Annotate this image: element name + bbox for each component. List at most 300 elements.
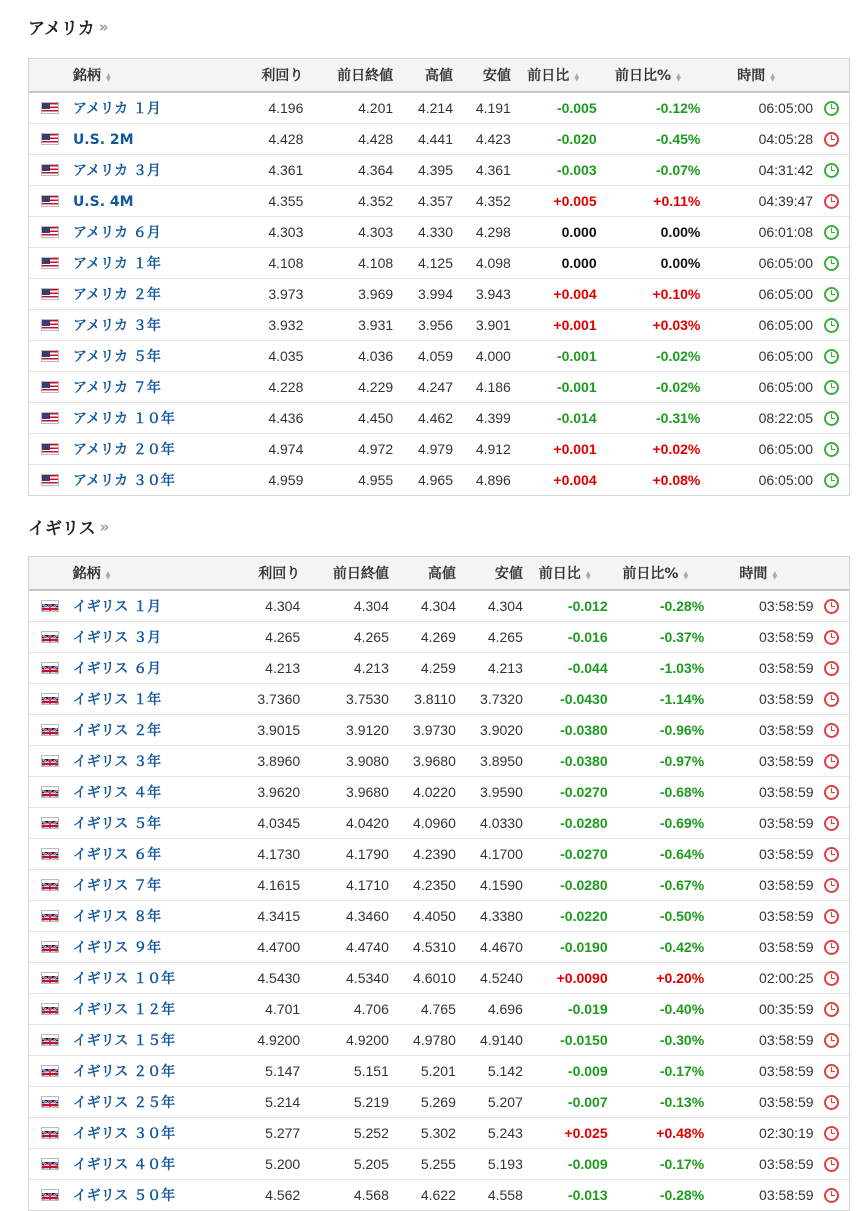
uk-flag-icon <box>41 817 59 829</box>
prev-close-cell: 4.0420 <box>346 815 389 831</box>
time-cell: 03:58:59 <box>759 691 814 707</box>
high-cell: 5.201 <box>420 1063 456 1079</box>
bond-name-link[interactable]: アメリカ ６月 <box>72 225 161 241</box>
flag-cell <box>29 1065 69 1077</box>
flag-cell <box>29 1158 69 1170</box>
flag-cell <box>29 350 69 362</box>
high-cell: 4.059 <box>417 348 453 364</box>
clock-closed-icon <box>824 847 839 862</box>
status-cell <box>814 1033 849 1048</box>
flag-cell <box>29 693 69 705</box>
clock-open-icon <box>824 411 839 426</box>
high-cell: 3.956 <box>417 317 453 333</box>
us-flag-icon <box>41 257 59 269</box>
change-cell: +0.025 <box>564 1125 608 1141</box>
uk-flag-icon <box>41 755 59 767</box>
name-cell <box>69 1061 217 1081</box>
clock-closed-icon <box>824 909 839 924</box>
low-cell: 4.399 <box>475 410 511 426</box>
bond-name-link[interactable]: イギリス ４０年 <box>72 1157 176 1173</box>
low-cell: 5.243 <box>487 1125 523 1141</box>
change-percent-cell: -0.28% <box>659 598 705 614</box>
time-cell: 03:58:59 <box>759 1032 814 1048</box>
yield-cell: 4.361 <box>268 162 304 178</box>
flag-cell <box>29 1034 69 1046</box>
low-cell: 4.696 <box>487 1001 523 1017</box>
status-cell <box>814 630 849 645</box>
table-row <box>29 1025 849 1056</box>
yield-cell: 3.8960 <box>257 753 301 769</box>
change-cell: +0.0090 <box>556 970 608 986</box>
uk-flag-icon <box>41 879 59 891</box>
bond-table-uk <box>28 556 850 1211</box>
bond-name-link[interactable]: イギリス ６年 <box>72 847 162 863</box>
yield-cell: 4.3415 <box>257 908 301 924</box>
section-title-link[interactable]: イギリス <box>28 519 96 539</box>
time-cell: 06:05:00 <box>758 286 814 302</box>
high-cell: 5.302 <box>420 1125 456 1141</box>
section-title-link[interactable]: アメリカ <box>28 19 95 39</box>
yield-cell: 4.701 <box>265 1001 301 1017</box>
change-cell: +0.005 <box>553 193 597 209</box>
bond-name-link[interactable]: U.S. 4M <box>72 193 134 210</box>
bond-name-link[interactable]: イギリス ５０年 <box>72 1188 176 1204</box>
flag-cell <box>29 164 69 176</box>
change-percent-cell: -0.96% <box>659 722 705 738</box>
change-percent-cell: -0.13% <box>659 1094 705 1110</box>
clock-closed-icon <box>824 1002 839 1017</box>
uk-flag-icon <box>41 910 59 922</box>
status-cell <box>813 473 849 488</box>
high-cell: 4.9780 <box>413 1032 456 1048</box>
table-row <box>29 777 849 808</box>
bond-name-link[interactable]: アメリカ ２年 <box>72 287 161 303</box>
clock-open-icon <box>824 473 839 488</box>
high-cell: 4.622 <box>420 1187 456 1203</box>
time-cell: 03:58:59 <box>759 629 814 645</box>
change-percent-cell: -0.50% <box>659 908 705 924</box>
change-percent-cell: -0.45% <box>656 131 701 147</box>
change-cell: -0.005 <box>556 100 597 116</box>
header-name[interactable] <box>69 563 217 583</box>
us-flag-icon <box>41 195 59 207</box>
bond-name-link[interactable]: イギリス １２年 <box>72 1002 176 1018</box>
bond-name-link[interactable]: イギリス ５年 <box>72 816 162 832</box>
bond-name-link[interactable]: アメリカ ５年 <box>72 349 161 365</box>
prev-close-cell: 4.201 <box>358 100 394 116</box>
yield-cell: 4.436 <box>268 410 304 426</box>
change-cell: -0.016 <box>567 629 608 645</box>
low-cell: 5.207 <box>487 1094 523 1110</box>
status-cell <box>814 599 849 614</box>
uk-flag-icon <box>41 786 59 798</box>
low-cell: 4.191 <box>475 100 511 116</box>
name-cell <box>69 844 217 864</box>
section-title-us <box>28 14 109 39</box>
name-cell <box>69 1030 217 1050</box>
flag-cell <box>29 848 69 860</box>
clock-closed-icon <box>824 754 839 769</box>
clock-closed-icon <box>824 630 839 645</box>
flag-cell <box>29 631 69 643</box>
us-flag-icon <box>41 443 59 455</box>
status-cell <box>814 785 849 800</box>
clock-closed-icon <box>824 1064 839 1079</box>
header-chg[interactable] <box>511 65 597 85</box>
name-cell <box>69 689 217 709</box>
sort-arrows-icon[interactable]: ▲▼ <box>104 570 112 578</box>
bond-name-link[interactable]: アメリカ ３０年 <box>72 473 175 489</box>
low-cell: 4.000 <box>475 348 511 364</box>
uk-flag-icon <box>41 848 59 860</box>
prev-close-cell: 4.1790 <box>346 846 389 862</box>
prev-close-cell: 5.219 <box>353 1094 389 1110</box>
flag-cell <box>29 257 69 269</box>
bond-name-link[interactable]: アメリカ ７年 <box>72 380 161 396</box>
bond-name-link[interactable]: アメリカ ２０年 <box>72 442 175 458</box>
table-header <box>29 59 849 93</box>
low-cell: 3.9020 <box>480 722 523 738</box>
high-cell: 4.214 <box>417 100 453 116</box>
status-cell <box>813 442 849 457</box>
change-cell: +0.004 <box>553 472 597 488</box>
table-row <box>29 341 849 372</box>
bond-name-link[interactable]: U.S. 2M <box>72 131 134 148</box>
us-flag-icon <box>41 102 59 114</box>
change-percent-cell: -0.02% <box>656 379 701 395</box>
header-label: 前日終値 <box>337 68 394 84</box>
clock-closed-icon <box>824 1188 839 1203</box>
clock-closed-icon <box>824 1033 839 1048</box>
low-cell: 4.361 <box>475 162 511 178</box>
us-flag-icon <box>41 474 59 486</box>
flag-cell <box>29 1003 69 1015</box>
change-percent-cell: -0.17% <box>659 1156 705 1172</box>
yield-cell: 5.214 <box>265 1094 301 1110</box>
low-cell: 4.423 <box>475 131 511 147</box>
flag-cell <box>29 1127 69 1139</box>
change-percent-cell: -1.14% <box>659 691 705 707</box>
flag-cell <box>29 412 69 424</box>
bond-name-link[interactable]: イギリス ２０年 <box>72 1064 176 1080</box>
low-cell: 4.298 <box>475 224 511 240</box>
name-cell <box>69 751 217 771</box>
more-arrow-icon[interactable]: » <box>98 17 109 36</box>
name-cell <box>69 222 219 242</box>
status-cell <box>813 380 849 395</box>
low-cell: 3.7320 <box>480 691 523 707</box>
name-cell <box>69 131 219 148</box>
clock-open-icon <box>824 256 839 271</box>
flag-cell <box>29 133 69 145</box>
bond-name-link[interactable]: イギリス ３年 <box>72 754 162 770</box>
name-cell <box>69 720 217 740</box>
more-arrow-icon[interactable]: » <box>99 517 110 536</box>
high-cell: 4.247 <box>417 379 453 395</box>
header-pct[interactable] <box>597 65 701 85</box>
table-header <box>29 557 849 591</box>
header-time[interactable] <box>704 563 813 583</box>
us-flag-icon <box>41 412 59 424</box>
yield-cell: 3.9620 <box>257 784 301 800</box>
status-cell <box>813 349 849 364</box>
time-cell: 06:05:00 <box>758 100 814 116</box>
section-title-uk <box>28 514 109 539</box>
flag-cell <box>29 600 69 612</box>
high-cell: 3.994 <box>417 286 453 302</box>
sort-arrows-icon[interactable]: ▲▼ <box>682 570 690 578</box>
high-cell: 4.2350 <box>413 877 456 893</box>
name-cell <box>69 470 219 490</box>
header-label: 前日比 <box>538 566 581 582</box>
name-cell <box>69 253 219 273</box>
prev-close-cell: 4.428 <box>358 131 394 147</box>
change-percent-cell: +0.02% <box>652 441 701 457</box>
name-cell <box>69 906 217 926</box>
change-percent-cell: -0.69% <box>659 815 705 831</box>
prev-close-cell: 4.108 <box>358 255 394 271</box>
time-cell: 04:05:28 <box>758 131 814 147</box>
flag-cell <box>29 195 69 207</box>
change-percent-cell: -0.02% <box>656 348 701 364</box>
low-cell: 4.186 <box>475 379 511 395</box>
prev-close-cell: 4.304 <box>353 598 389 614</box>
change-percent-cell: +0.20% <box>656 970 705 986</box>
bond-name-link[interactable]: イギリス ７年 <box>72 878 162 894</box>
prev-close-cell: 5.252 <box>353 1125 389 1141</box>
header-name[interactable] <box>69 65 219 85</box>
bond-name-link[interactable]: アメリカ １月 <box>72 101 161 117</box>
header-low <box>456 563 523 583</box>
clock-closed-icon <box>824 1157 839 1172</box>
yield-cell: 5.147 <box>265 1063 301 1079</box>
change-percent-cell: +0.03% <box>652 317 701 333</box>
change-percent-cell: -0.37% <box>659 629 705 645</box>
change-cell: -0.009 <box>567 1063 608 1079</box>
high-cell: 4.357 <box>417 193 453 209</box>
low-cell: 4.304 <box>487 598 523 614</box>
yield-cell: 4.9200 <box>257 1032 301 1048</box>
flag-cell <box>29 102 69 114</box>
change-percent-cell: -0.97% <box>659 753 705 769</box>
yield-cell: 4.108 <box>268 255 304 271</box>
prev-close-cell: 4.303 <box>358 224 394 240</box>
uk-flag-icon <box>41 693 59 705</box>
low-cell: 4.098 <box>475 255 511 271</box>
high-cell: 5.269 <box>420 1094 456 1110</box>
bond-table-us <box>28 58 850 496</box>
bond-name-link[interactable]: アメリカ ３年 <box>72 318 161 334</box>
yield-cell: 3.9015 <box>257 722 301 738</box>
status-cell <box>814 754 849 769</box>
clock-closed-icon <box>824 599 839 614</box>
sort-arrows-icon[interactable]: ▲▼ <box>771 570 779 578</box>
low-cell: 4.0330 <box>480 815 523 831</box>
change-cell: -0.007 <box>567 1094 608 1110</box>
prev-close-cell: 4.036 <box>358 348 394 364</box>
bond-name-link[interactable]: イギリス ２５年 <box>72 1095 176 1111</box>
low-cell: 3.8950 <box>480 753 523 769</box>
high-cell: 4.0220 <box>413 784 456 800</box>
change-cell: -0.0270 <box>560 846 608 862</box>
bond-name-link[interactable]: アメリカ １年 <box>72 256 161 272</box>
prev-close-cell: 3.969 <box>358 286 394 302</box>
bond-name-link[interactable]: イギリス ６月 <box>72 661 162 677</box>
time-cell: 08:22:05 <box>758 410 814 426</box>
table-row <box>29 217 849 248</box>
table-row <box>29 622 849 653</box>
status-cell <box>814 1064 849 1079</box>
header-high <box>393 65 453 85</box>
flag-cell <box>29 755 69 767</box>
header-label: 高値 <box>427 566 456 582</box>
us-flag-icon <box>41 319 59 331</box>
change-cell: 0.000 <box>561 255 597 271</box>
low-cell: 4.3380 <box>480 908 523 924</box>
yield-cell: 4.428 <box>268 131 304 147</box>
bond-name-link[interactable]: イギリス １年 <box>72 692 162 708</box>
change-percent-cell: -0.64% <box>659 846 705 862</box>
bond-name-link[interactable]: イギリス １５年 <box>72 1033 176 1049</box>
table-row <box>29 715 849 746</box>
flag-cell <box>29 786 69 798</box>
uk-flag-icon <box>41 1189 59 1201</box>
header-label: 時間 <box>739 566 768 582</box>
name-cell <box>69 999 217 1019</box>
name-cell <box>69 315 219 335</box>
header-pct[interactable] <box>608 563 705 583</box>
time-cell: 03:58:59 <box>759 1094 814 1110</box>
clock-open-icon <box>824 349 839 364</box>
time-cell: 03:58:59 <box>759 660 814 676</box>
flag-cell <box>29 817 69 829</box>
high-cell: 4.0960 <box>413 815 456 831</box>
yield-cell: 4.228 <box>268 379 304 395</box>
low-cell: 4.4670 <box>480 939 523 955</box>
table-row <box>29 591 849 622</box>
time-cell: 03:58:59 <box>759 846 814 862</box>
time-cell: 03:58:59 <box>759 722 814 738</box>
table-row <box>29 932 849 963</box>
name-cell <box>69 875 217 895</box>
high-cell: 5.255 <box>420 1156 456 1172</box>
table-row <box>29 93 849 124</box>
time-cell: 03:58:59 <box>759 1063 814 1079</box>
sort-arrows-icon[interactable]: ▲▼ <box>675 72 683 80</box>
time-cell: 06:05:00 <box>758 348 814 364</box>
name-cell <box>69 813 217 833</box>
flag-cell <box>29 226 69 238</box>
change-cell: -0.0430 <box>560 691 608 707</box>
low-cell: 4.213 <box>487 660 523 676</box>
yield-cell: 5.200 <box>265 1156 301 1172</box>
time-cell: 03:58:59 <box>759 598 814 614</box>
high-cell: 4.2390 <box>413 846 456 862</box>
change-cell: -0.0220 <box>560 908 608 924</box>
bond-name-link[interactable]: イギリス ４年 <box>72 785 162 801</box>
uk-flag-icon <box>41 1096 59 1108</box>
sort-arrows-icon[interactable]: ▲▼ <box>769 72 777 80</box>
uk-flag-icon <box>41 941 59 953</box>
high-cell: 4.330 <box>417 224 453 240</box>
yield-cell: 5.277 <box>265 1125 301 1141</box>
table-row <box>29 808 849 839</box>
change-cell: -0.003 <box>556 162 597 178</box>
header-label: 前日比% <box>614 68 672 84</box>
status-cell <box>814 940 849 955</box>
table-row <box>29 870 849 901</box>
yield-cell: 4.4700 <box>257 939 301 955</box>
sort-arrows-icon[interactable]: ▲▼ <box>573 72 581 80</box>
table-row <box>29 994 849 1025</box>
bond-name-link[interactable]: イギリス １月 <box>72 599 162 615</box>
flag-cell <box>29 879 69 891</box>
low-cell: 4.352 <box>475 193 511 209</box>
bond-name-link[interactable]: イギリス ２年 <box>72 723 162 739</box>
bond-name-link[interactable]: イギリス ９年 <box>72 940 162 956</box>
yield-cell: 3.7360 <box>257 691 301 707</box>
change-percent-cell: -0.42% <box>659 939 705 955</box>
yield-cell: 4.562 <box>265 1187 301 1203</box>
bond-name-link[interactable]: イギリス ８年 <box>72 909 162 925</box>
name-cell <box>69 284 219 304</box>
us-flag-icon <box>41 381 59 393</box>
clock-closed-icon <box>824 971 839 986</box>
time-cell: 02:30:19 <box>759 1125 814 1141</box>
change-cell: +0.004 <box>553 286 597 302</box>
time-cell: 03:58:59 <box>759 784 814 800</box>
clock-closed-icon <box>824 1126 839 1141</box>
header-label: 銘柄 <box>72 68 101 84</box>
name-cell <box>69 1185 217 1205</box>
status-cell <box>813 411 849 426</box>
clock-closed-icon <box>824 692 839 707</box>
clock-closed-icon <box>824 816 839 831</box>
yield-cell: 4.304 <box>265 598 301 614</box>
header-time[interactable] <box>700 65 813 85</box>
table-row <box>29 963 849 994</box>
time-cell: 03:58:59 <box>759 908 814 924</box>
change-percent-cell: -0.17% <box>659 1063 705 1079</box>
sort-arrows-icon[interactable]: ▲▼ <box>584 570 592 578</box>
flag-cell <box>29 288 69 300</box>
bond-name-link[interactable]: アメリカ １０年 <box>72 411 175 427</box>
change-cell: -0.001 <box>556 379 597 395</box>
bond-name-link[interactable]: イギリス ３月 <box>72 630 162 646</box>
name-cell <box>69 937 217 957</box>
header-label: 前日比% <box>622 566 679 582</box>
table-row <box>29 465 849 495</box>
bond-name-link[interactable]: イギリス ３０年 <box>72 1126 176 1142</box>
bond-name-link[interactable]: イギリス １０年 <box>72 971 176 987</box>
change-cell: -0.044 <box>567 660 608 676</box>
header-chg[interactable] <box>523 563 608 583</box>
uk-flag-icon <box>41 662 59 674</box>
time-cell: 04:39:47 <box>758 193 814 209</box>
header-label: 前日比 <box>527 68 570 84</box>
sort-arrows-icon[interactable]: ▲▼ <box>104 72 112 80</box>
bond-name-link[interactable]: アメリカ ３月 <box>72 163 161 179</box>
table-row <box>29 1180 849 1210</box>
clock-open-icon <box>824 101 839 116</box>
yield-cell: 4.196 <box>268 100 304 116</box>
time-cell: 03:58:59 <box>759 815 814 831</box>
yield-cell: 4.959 <box>268 472 304 488</box>
status-cell <box>814 909 849 924</box>
status-cell <box>814 1157 849 1172</box>
uk-flag-icon <box>41 1158 59 1170</box>
table-row <box>29 279 849 310</box>
